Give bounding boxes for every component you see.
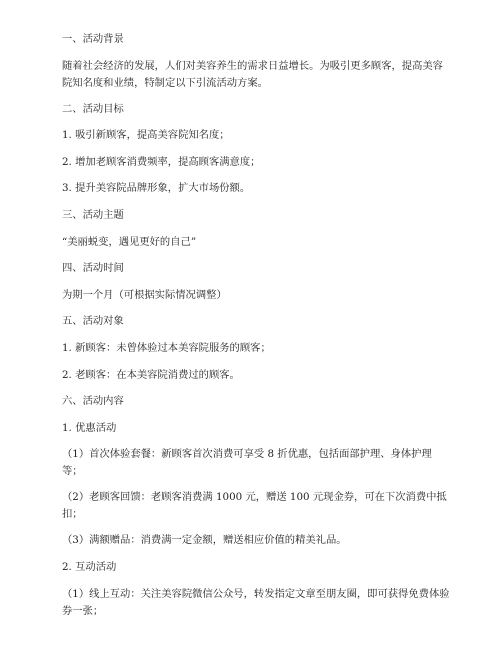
audience-item-2: 2. 老顾客：在本美容院消费过的顾客。 (62, 368, 240, 381)
goal-item-1: 1. 吸引新顾客，提高美容院知名度； (62, 129, 230, 142)
time-text: 为期一个月（可根据实际情况调整） (62, 288, 227, 301)
goal-item-2: 2. 增加老顾客消费频率，提高顾客满意度； (62, 155, 261, 168)
subheading-offers: 1. 优惠活动 (62, 421, 117, 434)
paragraph-background: 随着社会经济的发展，人们对美容养生的需求日益增长。为吸引更多顾客，提高美容院知名度和业绩，特制定以下引流活动方案。 (62, 59, 443, 89)
theme-text: “美丽蜕变，遇见更好的自己” (62, 235, 197, 248)
section-heading-audience: 五、活动对象 (62, 315, 124, 328)
offer-item-2: （2）老顾客回馈：老顾客消费满 1000 元，赠送 100 元现金券，可在下次消费中抵扣； (62, 491, 447, 521)
goal-item-3: 3. 提升美容院品牌形象，扩大市场份额。 (62, 182, 251, 195)
subheading-interaction: 2. 互动活动 (62, 560, 117, 573)
section-heading-background: 一、活动背景 (62, 33, 124, 45)
document-body (62, 31, 450, 629)
interaction-item-1: （1）线上互动：关注美容院微信公众号，转发指定文章至朋友圈，即可获得免费体验券一张； (62, 587, 450, 617)
section-heading-theme: 三、活动主题 (62, 208, 124, 221)
section-heading-time: 四、活动时间 (62, 262, 124, 275)
section-heading-goals: 二、活动目标 (62, 102, 124, 115)
offer-item-1: （1）首次体验套餐：新顾客首次消费可享受 8 折优惠，包括面部护理、身体护理等； (62, 448, 432, 478)
offer-item-3: （3）满额赠品：消费满一定金额，赠送相应价值的精美礼品。 (62, 534, 347, 547)
section-heading-content: 六、活动内容 (62, 395, 124, 408)
audience-item-1: 1. 新顾客：未曾体验过本美容院服务的顾客； (62, 341, 271, 354)
